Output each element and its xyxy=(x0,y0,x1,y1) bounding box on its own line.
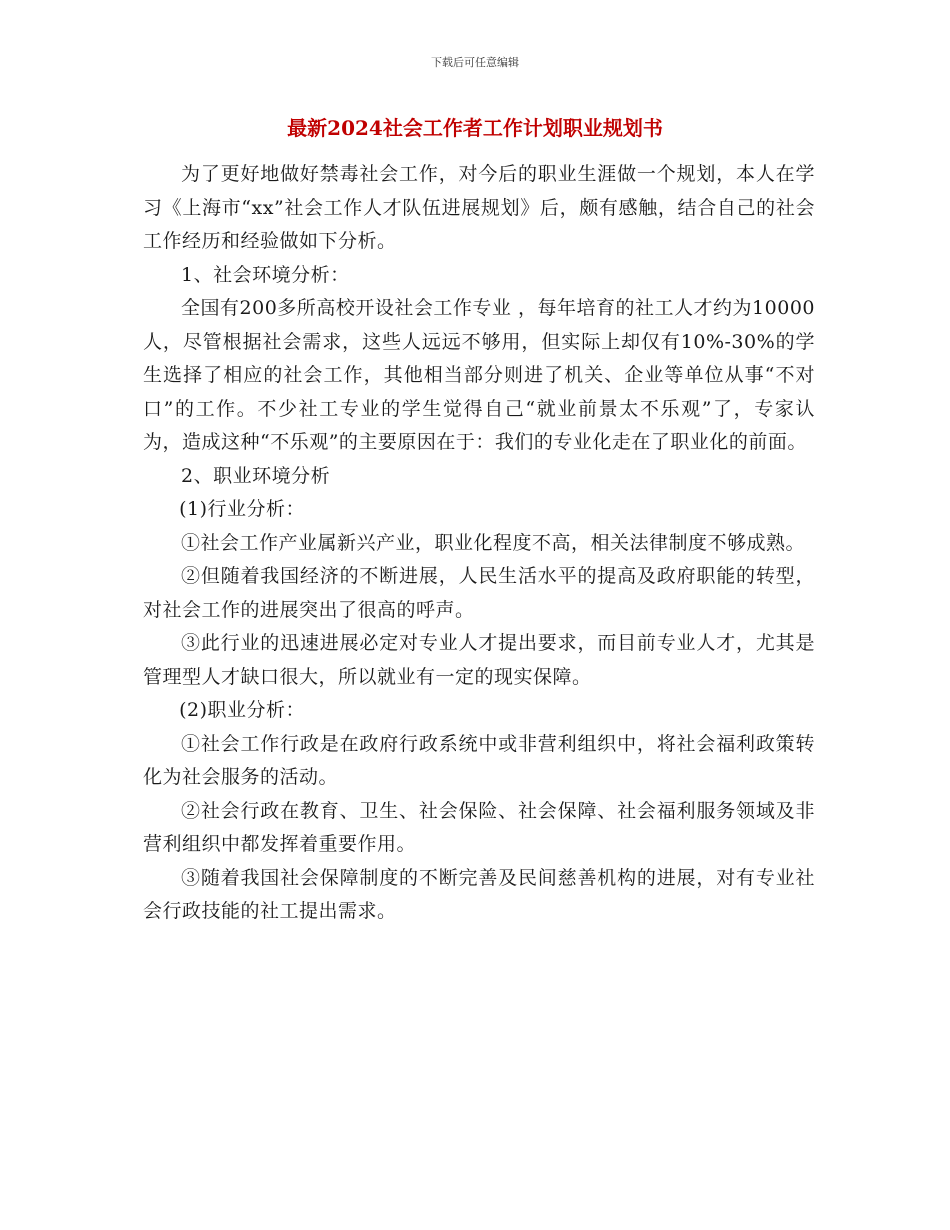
occupation-point-1: ①社会工作行政是在政府行政系统中或非营利组织中，将社会福利政策转化为社会服务的活动。 xyxy=(143,732,815,788)
heading-occupation-analysis: (2)职业分析： xyxy=(179,699,306,721)
paragraph-intro: 为了更好地做好禁毒社会工作，对今后的职业生涯做一个规划，本人在学习《上海市“xx”社会工作人才队伍进展规划》后，颇有感触，结合自己的社会工作经历和经验做如下分析。 xyxy=(143,163,815,252)
industry-point-3: ③此行业的迅速进展必定对专业人才提出要求，而目前专业人才，尤其是管理型人才缺口很大，所以就业有一定的现实保障。 xyxy=(143,632,815,688)
industry-point-1: ①社会工作产业属新兴产业，职业化程度不高，相关法律制度不够成熟。 xyxy=(181,531,806,554)
document-title: 最新2024社会工作者工作计划职业规划书 xyxy=(287,116,663,140)
occupation-point-3: ③随着我国社会保障制度的不断完善及民间慈善机构的进展，对有专业社会行政技能的社工提出需求。 xyxy=(143,866,815,922)
occupation-point-2: ②社会行政在教育、卫生、社会保险、社会保障、社会福利服务领域及非营利组织中都发挥着重要作用。 xyxy=(143,799,815,855)
document-body xyxy=(143,158,815,929)
heading-social-environment: 1、社会环境分析： xyxy=(181,263,350,286)
industry-point-2: ②但随着我国经济的不断进展，人民生活水平的提高及政府职能的转型，对社会工作的进展突出了很高的呼声。 xyxy=(143,565,815,621)
heading-career-environment: 2、职业环境分析 xyxy=(181,464,331,487)
paragraph-social-environment: 全国有200多所高校开设社会工作专业 ，每年培育的社工人才约为10000人，尽管根据社会需求，这些人远远不够用，但实际上却仅有10%-30%的学生选择了相应的社会工作，其他相当部分则进了机关、企业等单位从事“不对口”的工作。不少社工专业的学生觉得自己“就业前景太不乐观”了，专家认为，造成这种“不乐观”的主要原因在于：我们的专业化走在了职业化的前面。 xyxy=(143,297,815,453)
header-note: 下载后可任意编辑 xyxy=(431,56,519,69)
heading-industry-analysis: (1)行业分析： xyxy=(179,498,306,520)
